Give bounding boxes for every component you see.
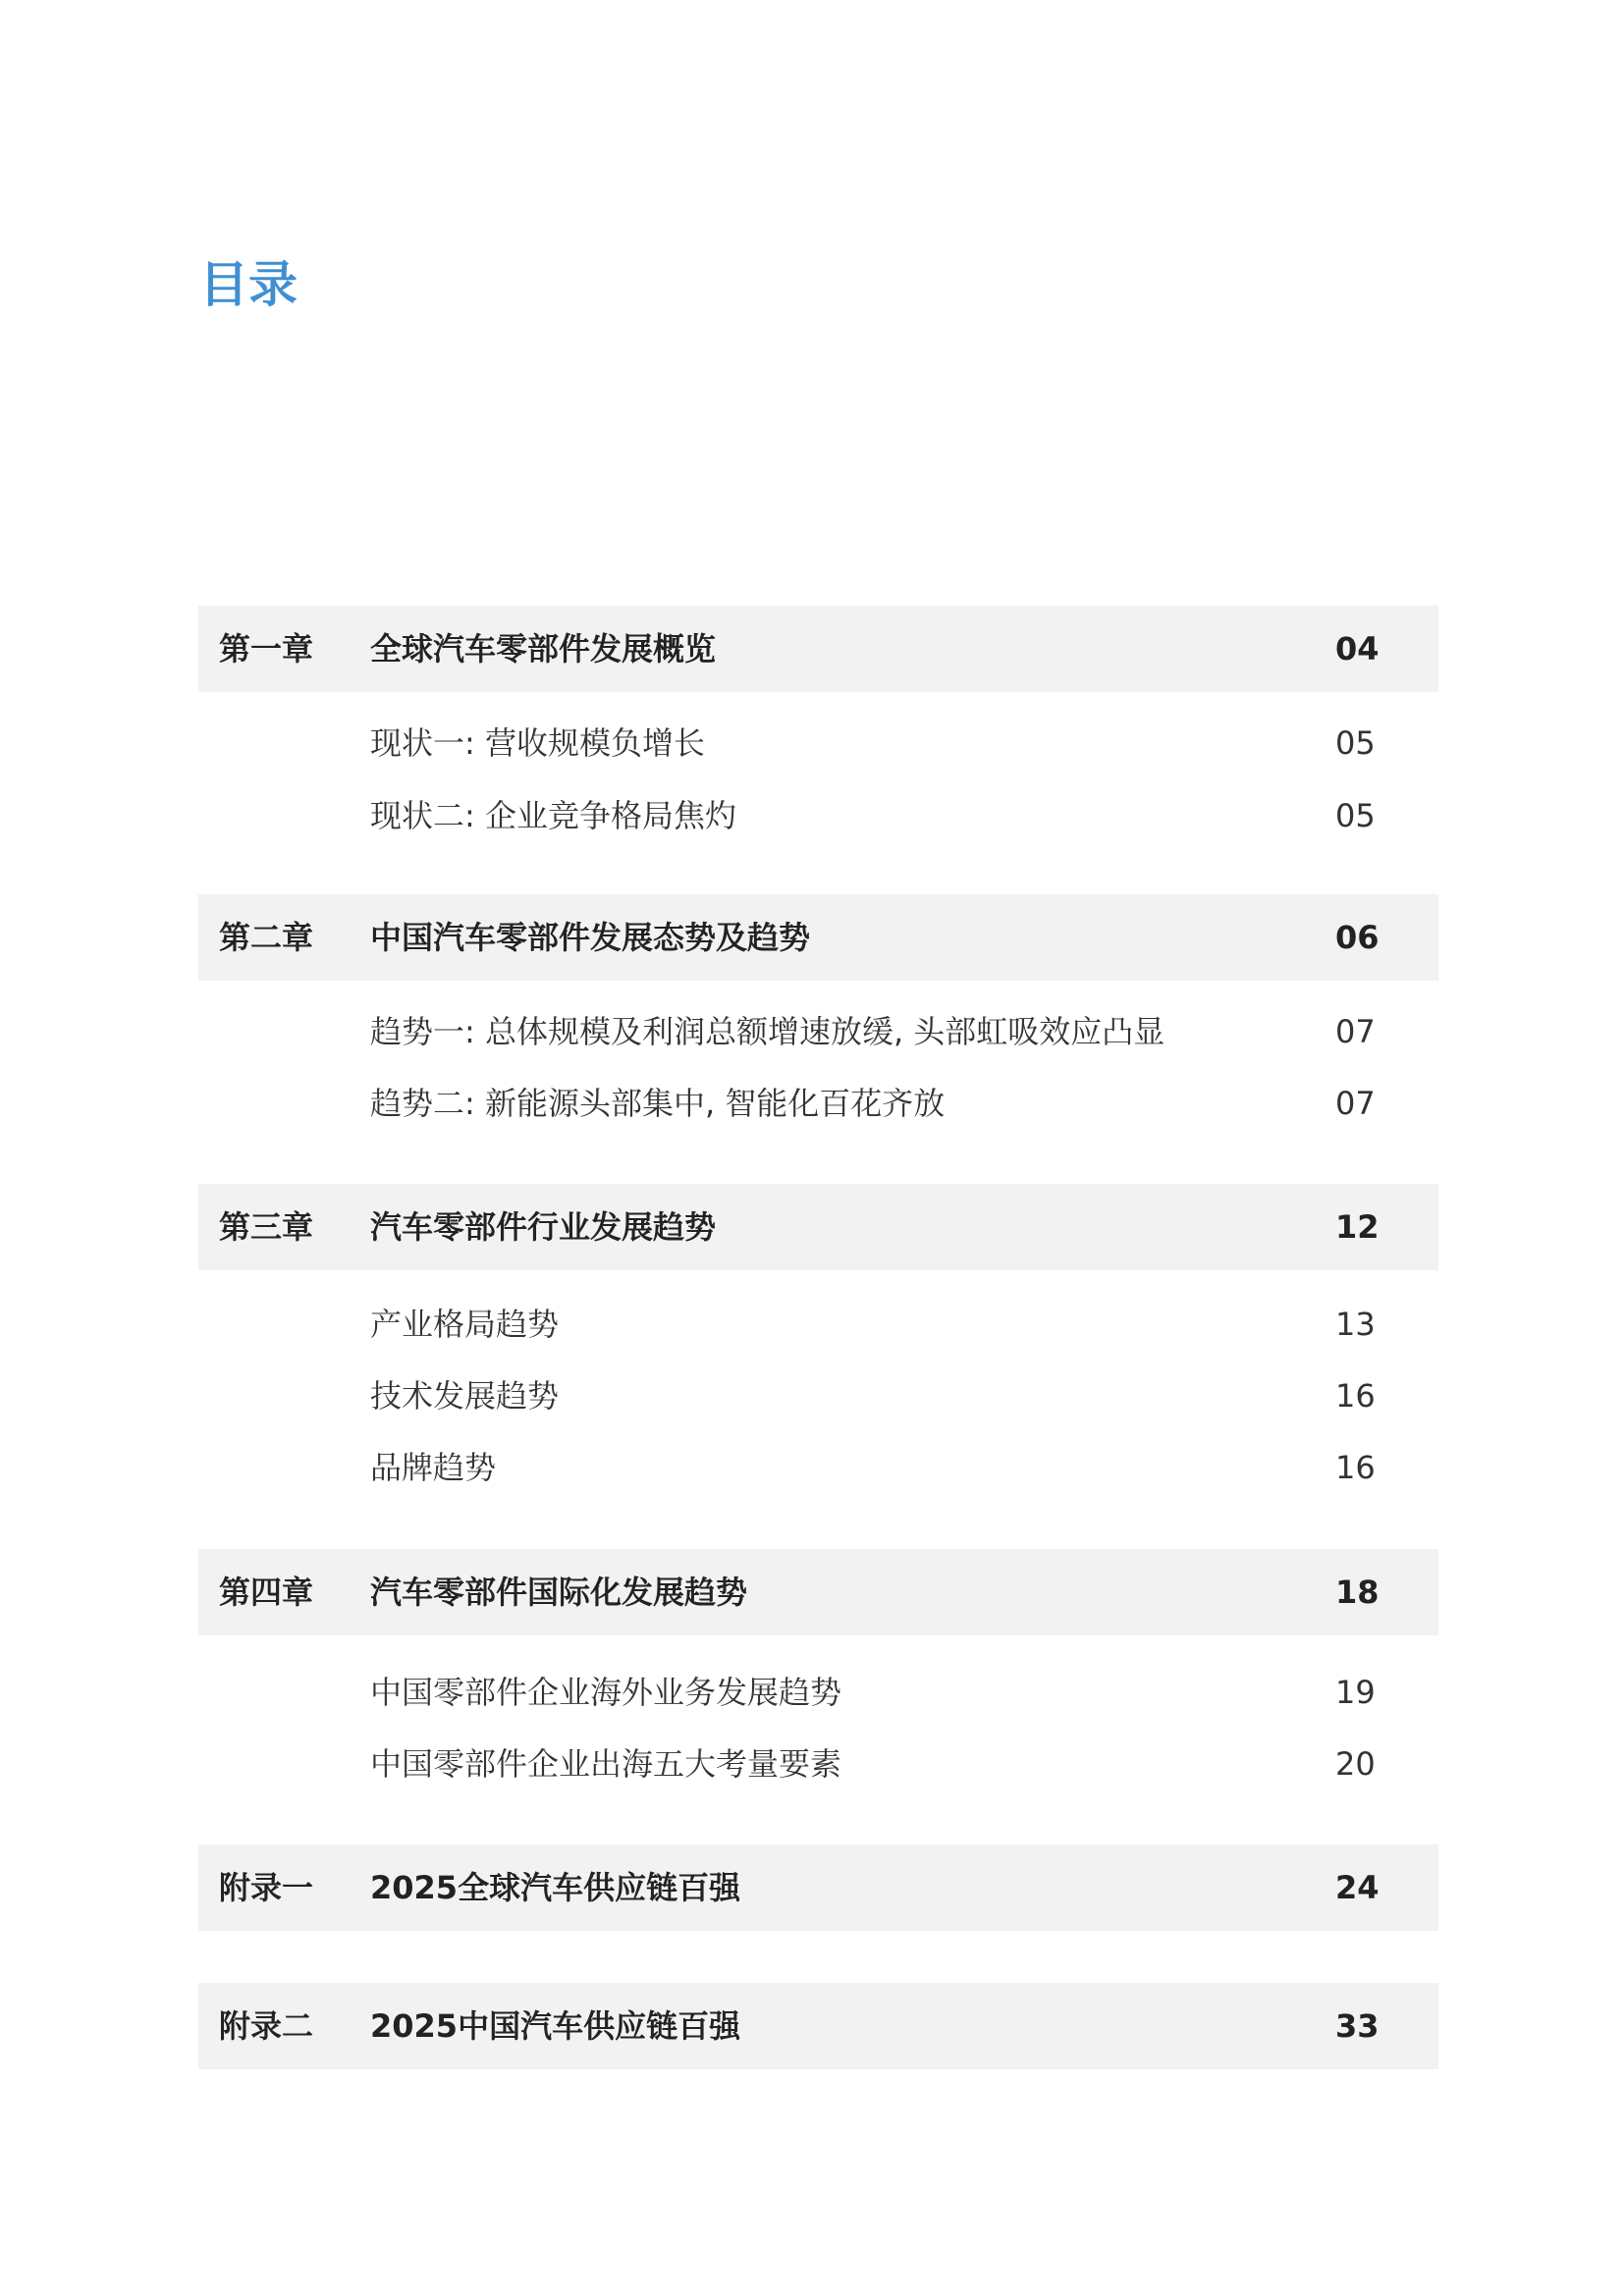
chapter-page-number: 24: [1335, 1869, 1380, 1906]
chapter-page-number: 33: [1335, 2007, 1380, 2045]
toc-section-2-2[interactable]: [198, 1074, 1438, 1133]
chapter-title: 全球汽车零部件发展概览: [370, 630, 717, 667]
chapter-title: 汽车零部件国际化发展趋势: [370, 1574, 748, 1611]
section-page-number: 07: [1335, 1013, 1376, 1050]
toc-appendix-1[interactable]: [198, 1844, 1438, 1931]
section-page-number: 05: [1335, 797, 1376, 834]
section-title: 趋势二: 新能源头部集中, 智能化百花齐放: [370, 1085, 946, 1122]
chapter-label: 第四章: [219, 1574, 314, 1611]
section-title: 现状一: 营收规模负增长: [370, 724, 705, 762]
section-page-number: 20: [1335, 1745, 1376, 1783]
chapter-label: 第三章: [219, 1208, 314, 1246]
section-title: 中国零部件企业海外业务发展趋势: [370, 1674, 842, 1711]
toc-section-1-1[interactable]: [198, 714, 1438, 773]
section-page-number: 16: [1335, 1449, 1376, 1486]
section-page-number: 05: [1335, 724, 1376, 762]
section-title: 品牌趋势: [370, 1449, 497, 1486]
toc-section-3-3[interactable]: [198, 1438, 1438, 1497]
chapter-page-number: 06: [1335, 919, 1380, 956]
section-title: 产业格局趋势: [370, 1306, 560, 1343]
chapter-page-number: 18: [1335, 1574, 1380, 1611]
toc-chapter-2[interactable]: [198, 894, 1438, 981]
toc-section-3-2[interactable]: [198, 1366, 1438, 1425]
chapter-title: 中国汽车零部件发展态势及趋势: [370, 919, 811, 956]
section-page-number: 07: [1335, 1085, 1376, 1122]
section-title: 技术发展趋势: [370, 1377, 560, 1415]
section-title: 趋势一: 总体规模及利润总额增速放缓, 头部虹吸效应凸显: [370, 1013, 1165, 1050]
toc-section-2-1[interactable]: [198, 1002, 1438, 1061]
chapter-label: 附录二: [219, 2007, 314, 2045]
toc-chapter-1[interactable]: [198, 606, 1438, 692]
section-title: 中国零部件企业出海五大考量要素: [370, 1745, 842, 1783]
chapter-label: 第二章: [219, 919, 314, 956]
chapter-title: 2025中国汽车供应链百强: [370, 2007, 741, 2045]
toc-appendix-2[interactable]: [198, 1983, 1438, 2069]
toc-section-3-1[interactable]: [198, 1295, 1438, 1354]
chapter-title: 2025全球汽车供应链百强: [370, 1869, 741, 1906]
chapter-page-number: 12: [1335, 1208, 1380, 1246]
section-page-number: 13: [1335, 1306, 1376, 1343]
toc-section-1-2[interactable]: [198, 786, 1438, 845]
chapter-title: 汽车零部件行业发展趋势: [370, 1208, 717, 1246]
toc-section-4-1[interactable]: [198, 1663, 1438, 1722]
section-page-number: 19: [1335, 1674, 1376, 1711]
toc-chapter-3[interactable]: [198, 1184, 1438, 1270]
page-title: 目录: [199, 256, 298, 313]
chapter-page-number: 04: [1335, 630, 1380, 667]
chapter-label: 附录一: [219, 1869, 314, 1906]
toc-chapter-4[interactable]: [198, 1549, 1438, 1635]
chapter-label: 第一章: [219, 630, 314, 667]
toc-section-4-2[interactable]: [198, 1735, 1438, 1793]
section-page-number: 16: [1335, 1377, 1376, 1415]
section-title: 现状二: 企业竞争格局焦灼: [370, 797, 736, 834]
